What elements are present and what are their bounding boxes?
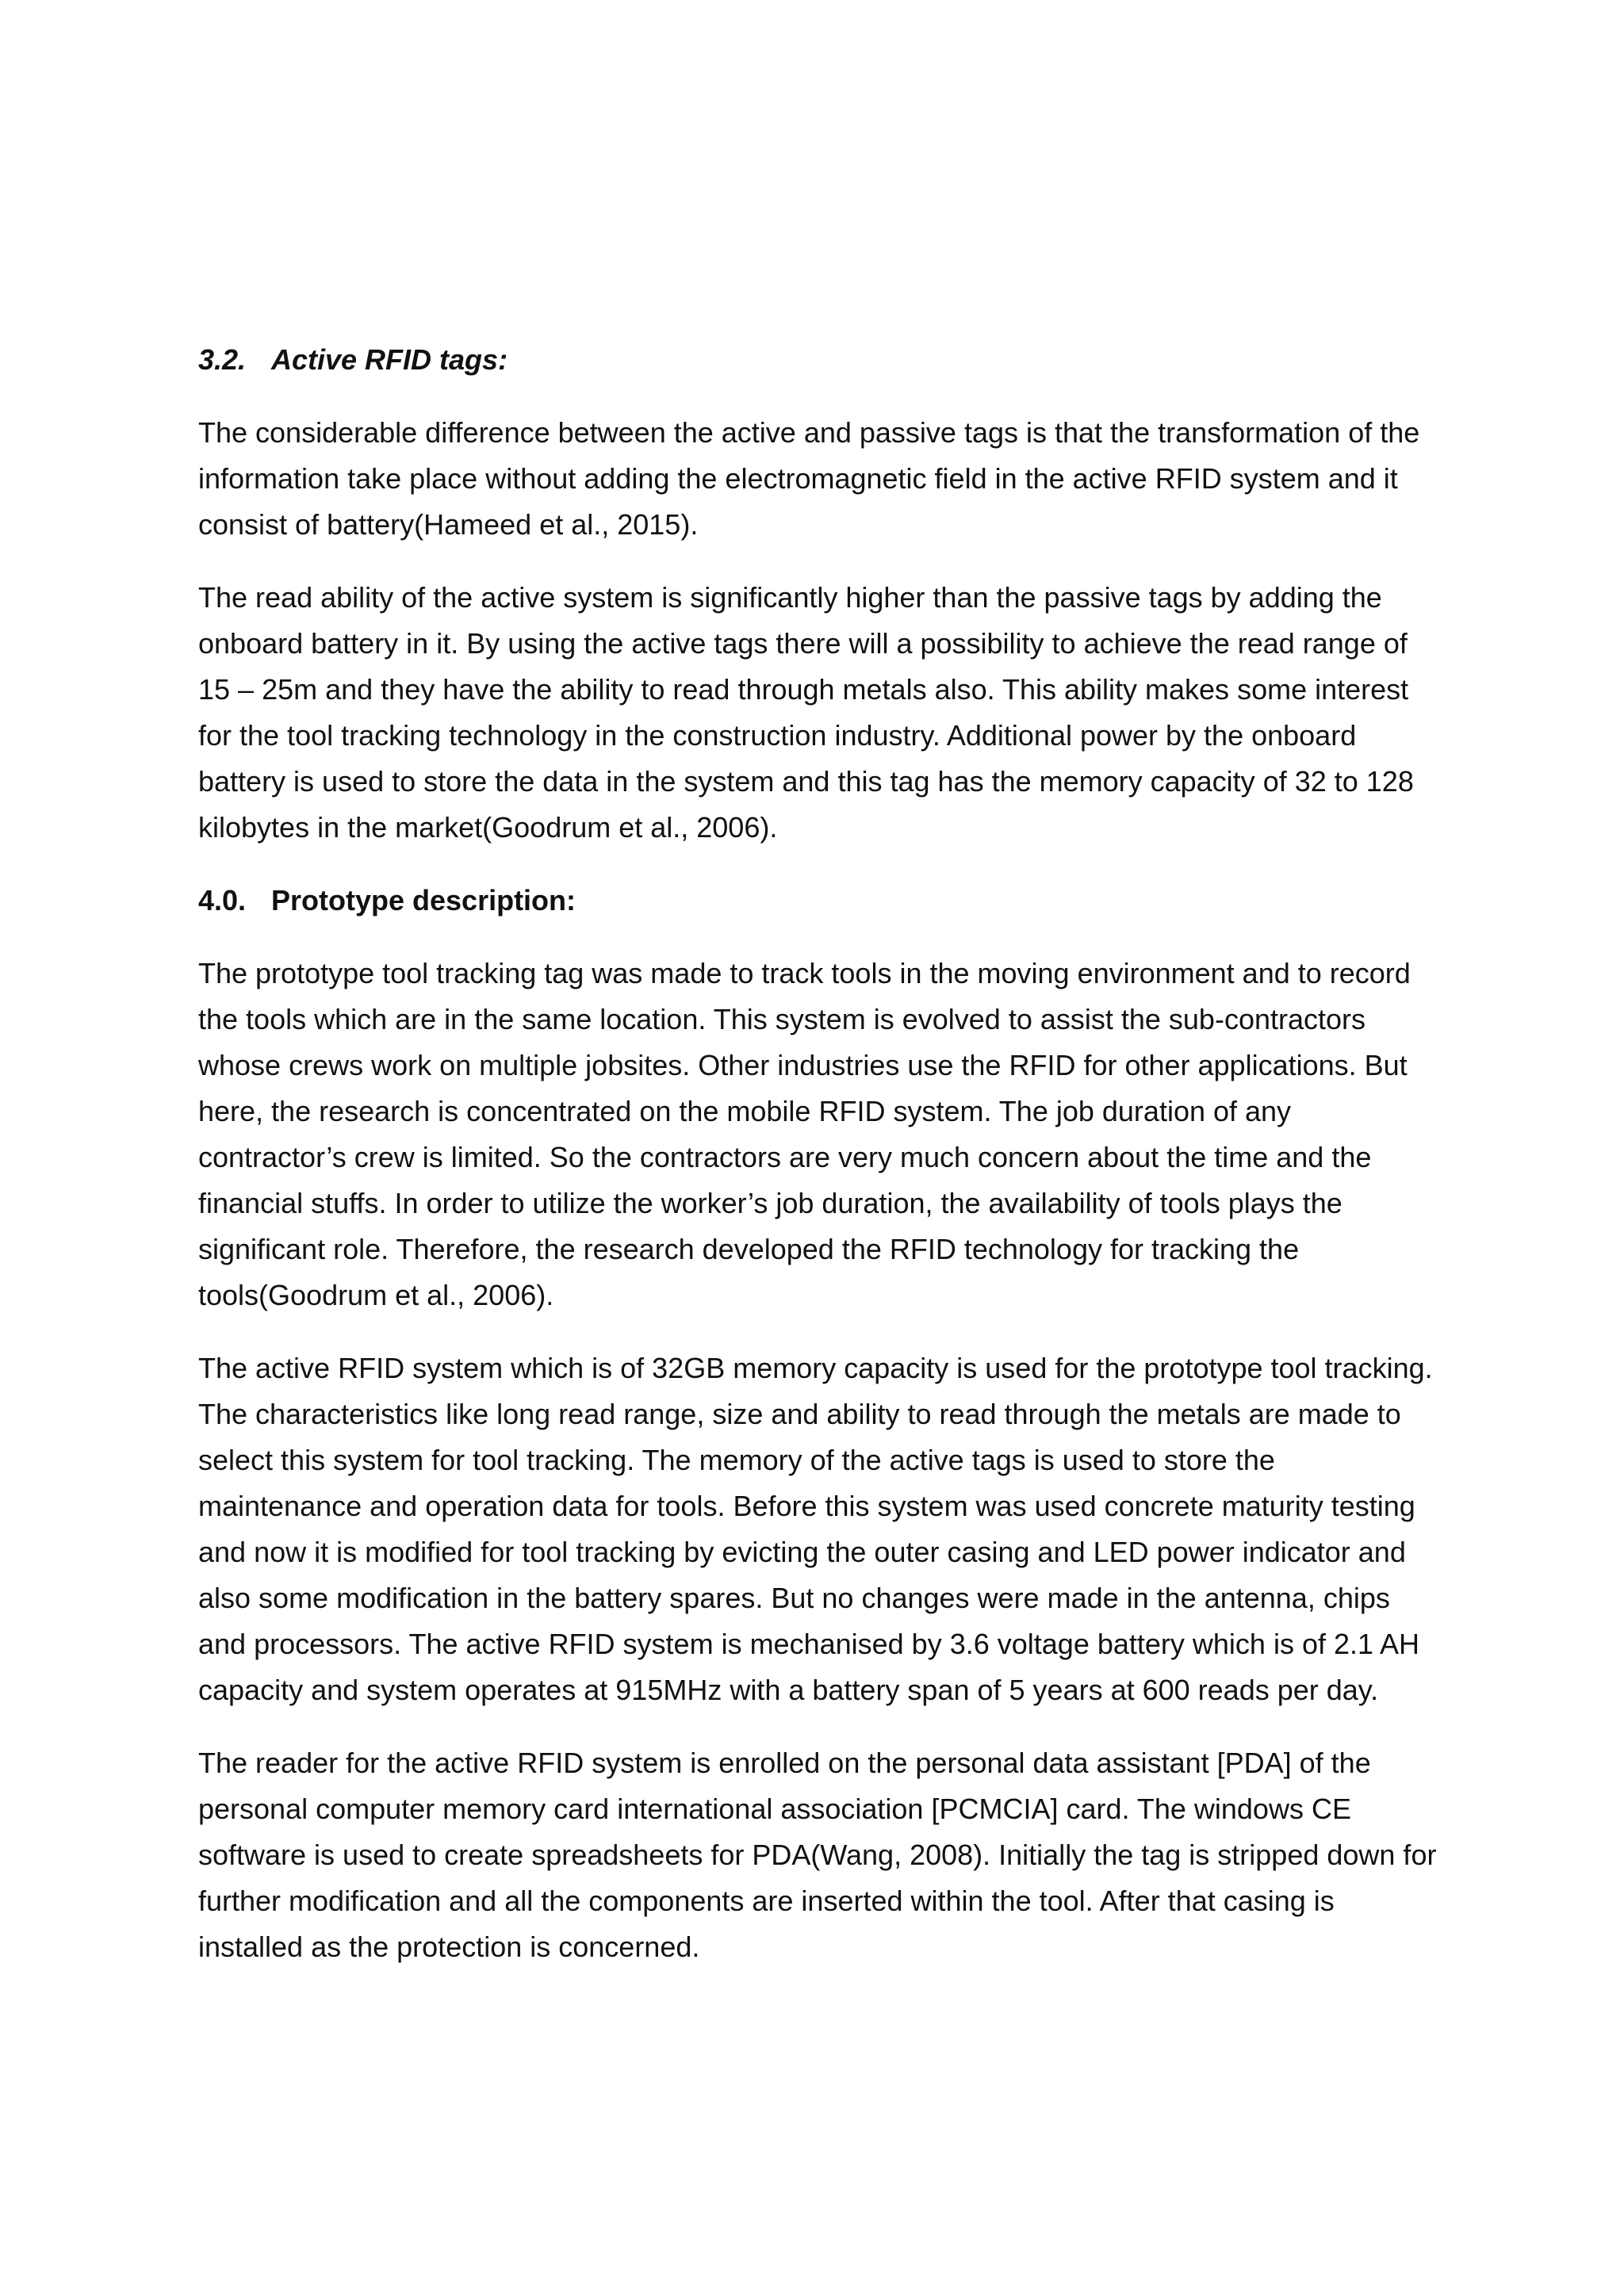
section-heading-active-rfid-tags — [198, 337, 1443, 383]
section-title: Active RFID tags: — [271, 343, 508, 376]
paragraph: The read ability of the active system is significantly higher than the passive tags by adding the onboard battery in it. By using the active tags there will a possibility to achieve the read range of 15 – 25m and they have the ability to read through metals also. This ability makes some interest for the tool tracking technology in the construction industry. Additional power by the onboard battery is used to store the data in the system and this tag has the memory capacity of 32 to 128 kilobytes in the market(Goodrum et al., 2006). — [198, 581, 1414, 844]
section-title: Prototype description: — [271, 884, 576, 916]
paragraph: The active RFID system which is of 32GB memory capacity is used for the prototype tool tracking. The characteristics like long read range, size and ability to read through the metals are made to select this system for tool tracking. The memory of the active tags is used to store the maintenance and operation data for tools. Before this system was used concrete maturity testing and now it is modified for tool tracking by evicting the outer casing and LED power indicator and also some modification in the battery spares. But no changes were made in the antenna, chips and processors. The active RFID system is mechanised by 3.6 voltage battery which is of 2.1 AH capacity and system operates at 915MHz with a battery span of 5 years at 600 reads per day. — [198, 1352, 1433, 1706]
section-number: 4.0. — [198, 884, 247, 916]
document-page — [198, 337, 1443, 1997]
paragraph: The considerable difference between the active and passive tags is that the transformation of the information take place without adding the electromagnetic field in the active RFID system and it consist of battery(Hameed et al., 2015). — [198, 416, 1420, 541]
section-number: 3.2. — [198, 343, 247, 376]
paragraph: The prototype tool tracking tag was made to track tools in the moving environment and to record the tools which are in the same location. This system is evolved to assist the sub-contractors whose crews work on multiple jobsites. Other industries use the RFID for other applications. But here, the research is concentrated on the mobile RFID system. The job duration of any contractor’s crew is limited. So the contractors are very much concern about the time and the financial stuffs. In order to utilize the worker’s job duration, the availability of tools plays the significant role. Therefore, the research developed the RFID technology for tracking the tools(Goodrum et al., 2006). — [198, 957, 1411, 1311]
section-heading-prototype-description — [198, 878, 1443, 924]
paragraph: The reader for the active RFID system is enrolled on the personal data assistant [PDA] of the personal computer memory card international association [PCMCIA] card. The windows CE software is used to create spreadsheets for PDA(Wang, 2008). Initially the tag is stripped down for further modification and all the components are inserted within the tool. After that casing is installed as the protection is concerned. — [198, 1747, 1437, 1963]
